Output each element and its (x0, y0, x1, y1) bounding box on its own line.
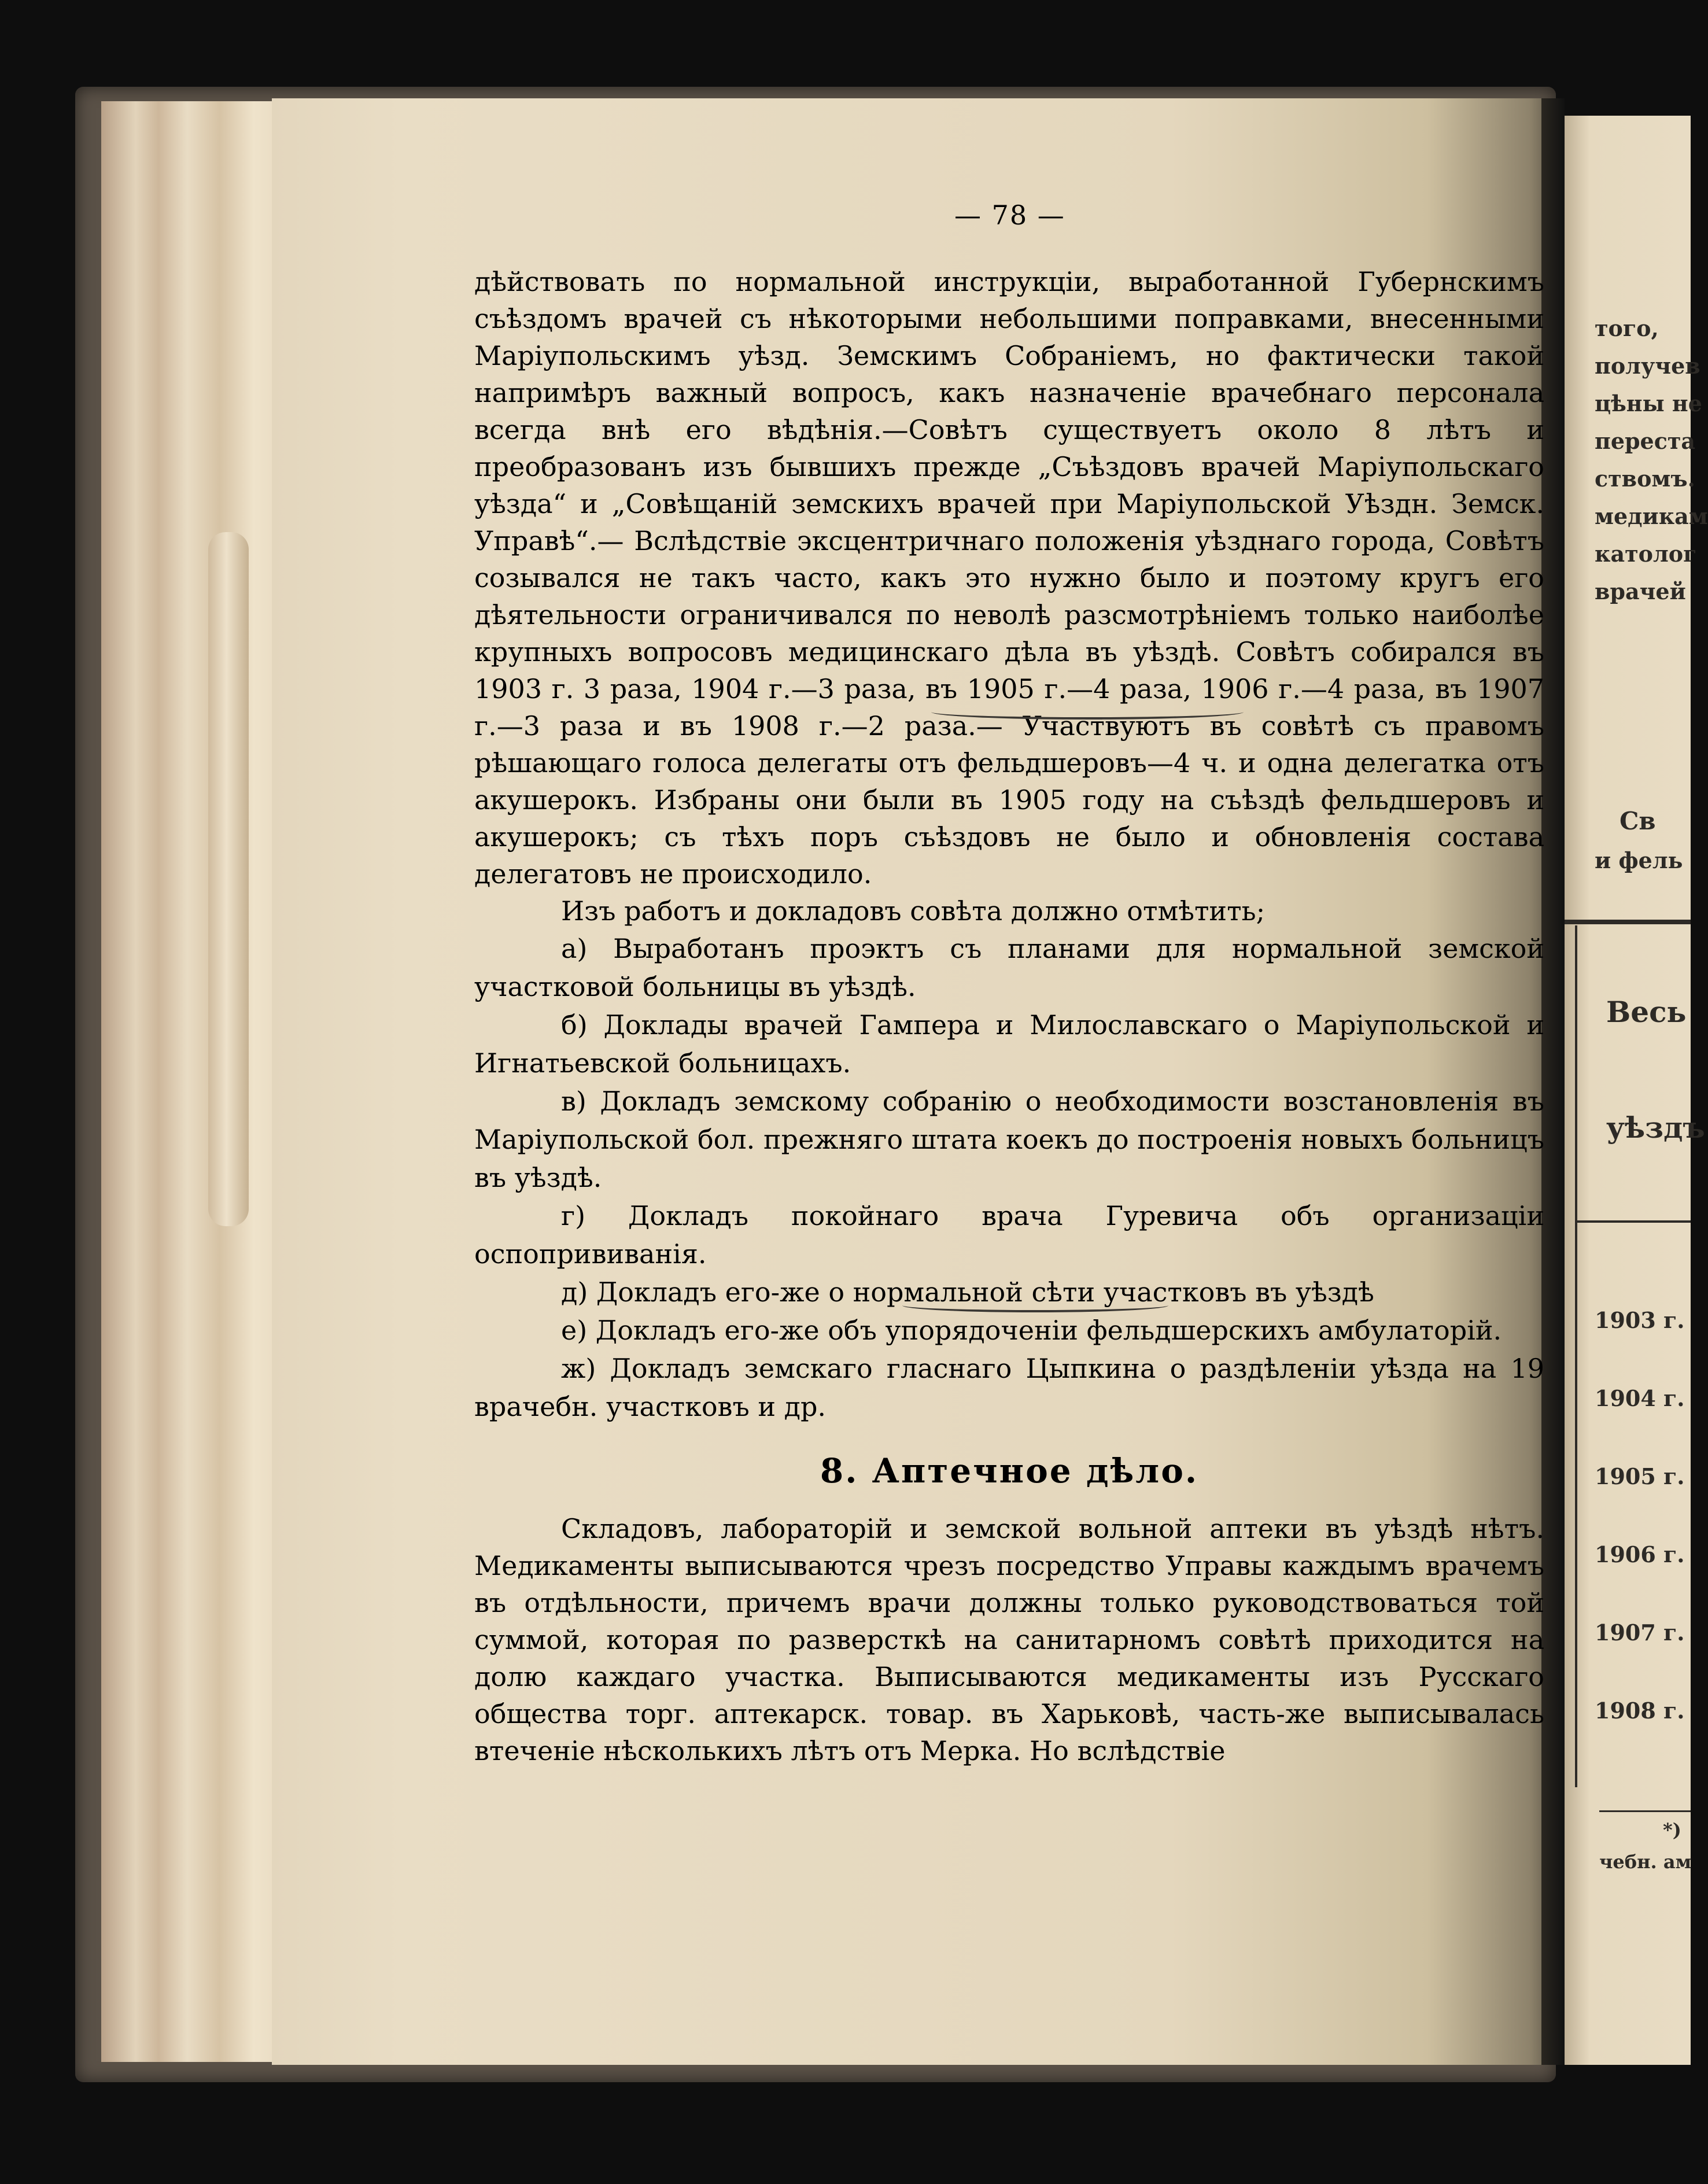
right-page-line: переста (1595, 428, 1696, 454)
list-item: а) Выработанъ проэктъ съ планами для нормальной земской участковой больницы въ уѣздѣ. (474, 933, 1544, 1002)
right-page-line: Св (1620, 807, 1656, 835)
section-paragraph: Складовъ, лабораторій и земской вольной аптеки въ уѣздѣ нѣтъ. Медикаменты выписываются чрезъ посредство Управы каждымъ врачемъ въ отдѣльности, причемъ врачи должны только руководствоваться той суммой, которая по разверсткѣ на санитарномъ совѣтѣ приходится на долю каждаго участка. Выписываются медикаменты изъ Русскаго общества торг. аптекарск. товар. въ Харьковѣ, часть-же выписывалась втеченіе нѣсколькихъ лѣтъ отъ Мерка. Но вслѣдствіе (474, 1513, 1544, 1766)
right-page-line: цѣны не (1595, 390, 1702, 416)
list-item: в) Докладъ земскому собранію о необходимости возстановленія въ Маріупольской бол. прежняго штата коекъ до построенія новыхъ больницъ въ уѣздѣ. (474, 1086, 1544, 1193)
list-item: г) Докладъ покойнаго врача Гуревича объ организаціи оспопрививанія. (474, 1200, 1544, 1270)
page-number: — 78 — (954, 200, 1065, 231)
right-page-line: и фель (1595, 847, 1683, 873)
right-page-line: ствомъ. (1595, 466, 1695, 492)
footnote-line: *) (1663, 1819, 1681, 1841)
table-rule (1565, 920, 1691, 924)
table-row-year: 1904 г. (1595, 1385, 1685, 1411)
footnote-rule (1599, 1810, 1691, 1812)
right-page (1565, 116, 1708, 2065)
footnote-line: чебн. ам (1599, 1851, 1692, 1873)
right-page-line: получев (1595, 353, 1700, 379)
table-rule (1575, 925, 1577, 1787)
list-item: е) Докладъ его-же объ упорядоченіи фельдшерскихъ амбулаторій. (561, 1315, 1502, 1346)
reports-list (474, 929, 1544, 1426)
page-body (474, 263, 1544, 1769)
table-header: Весь (1606, 995, 1687, 1029)
table-rule (1575, 1220, 1691, 1223)
list-item: ж) Докладъ земскаго гласнаго Цыпкина о раздѣленіи уѣзда на 19 врачебн. участковъ и др. (474, 1353, 1544, 1422)
paragraph-1: дѣйствовать по нормальной инструкціи, выработанной Губернскимъ съѣздомъ врачей съ нѣкоторыми небольшими поправками, внесенными Маріупольскимъ уѣзд. Земскимъ Собраніемъ, но фактически такой напримѣръ важный вопросъ, какъ назначеніе врачебнаго персонала всегда внѣ его вѣдѣнія.—Совѣтъ существуетъ около 8 лѣтъ и преобразованъ изъ бывшихъ прежде „Съѣздовъ врачей Маріупольскаго уѣзда“ и „Совѣщаній земскихъ врачей при Маріупольской Уѣздн. Земск. Управѣ“.— Вслѣдствіе эксцентричнаго положенія уѣзднаго города, Совѣтъ созывался не такъ часто, какъ это нужно было и поэтому кругъ его дѣятельности ограничивался по неволѣ разсмотрѣніемъ только наиболѣе крупныхъ вопросовъ медицинскаго дѣла въ уѣздѣ. Совѣтъ собирался въ 1903 г. 3 раза, 1904 г.—3 раза, въ 1905 г.—4 раза, 1906 г.—4 раза, въ 1907 г.—3 раза и въ 1908 г.—2 раза.— Участвуютъ въ совѣтѣ съ правомъ рѣшающаго голоса делегаты отъ фельдшеровъ—4 ч. и одна делегатка отъ акушерокъ. Избраны они были въ 1905 году на съѣздѣ фельдшеровъ и акушерокъ; съ тѣхъ поръ съѣздовъ не было и обновленія состава делегатовъ не происходило. (474, 266, 1544, 890)
table-row-year: 1907 г. (1595, 1619, 1685, 1646)
right-page-line: врачей (1595, 578, 1686, 604)
list-item: д) Докладъ его-же о нормальной сѣти участковъ въ уѣздѣ (561, 1277, 1374, 1308)
table-row-year: 1905 г. (1595, 1463, 1685, 1489)
section-title: 8. Аптечное дѣло. (820, 1451, 1199, 1491)
page-edges (101, 101, 292, 2062)
paragraph-2: Изъ работъ и докладовъ совѣта должно отмѣтить; (561, 895, 1266, 927)
table-row-year: 1908 г. (1595, 1698, 1685, 1724)
right-page-line: того, (1595, 315, 1659, 341)
pencil-underline (931, 704, 1244, 720)
table-row-year: 1903 г. (1595, 1307, 1685, 1333)
table-header: уѣздъ (1606, 1111, 1705, 1145)
right-page-line: католог (1595, 541, 1697, 567)
book-gutter (1541, 98, 1565, 2065)
pencil-underline (902, 1298, 1168, 1312)
table-row-year: 1906 г. (1595, 1541, 1685, 1567)
right-page-line: медикам (1595, 503, 1708, 529)
list-item: б) Доклады врачей Гампера и Милославскаго о Маріупольской и Игнатьевской больницахъ. (474, 1009, 1544, 1079)
page-fold (208, 532, 249, 1226)
